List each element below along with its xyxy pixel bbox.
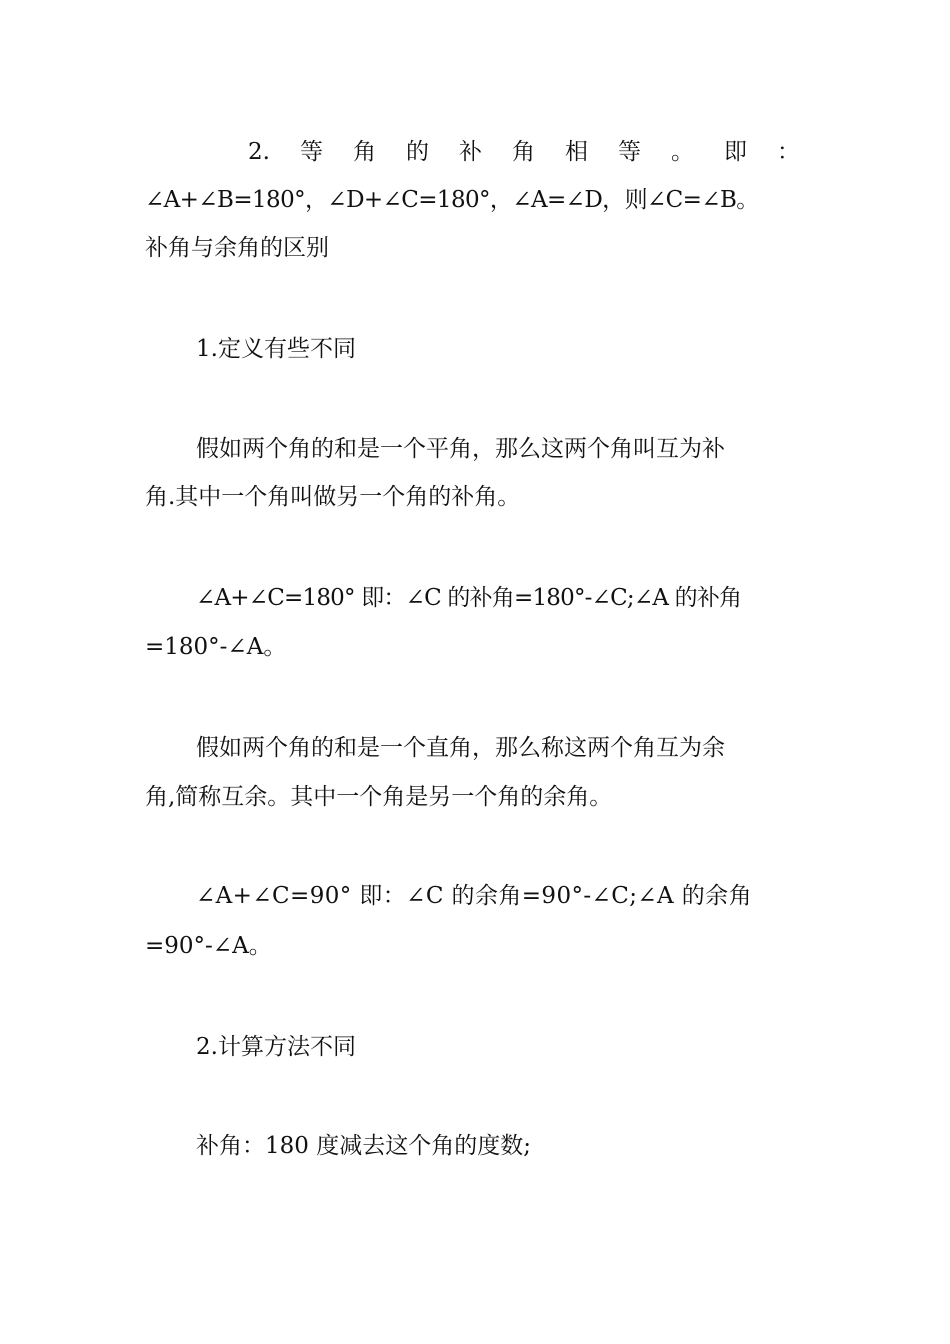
paragraph-line: 假如两个角的和是一个直角，那么称这两个角互为余 bbox=[196, 735, 725, 761]
paragraph-line bbox=[248, 136, 800, 168]
paragraph-line: 假如两个角的和是一个平角，那么这两个角叫互为补 bbox=[196, 436, 725, 462]
char: 等 bbox=[617, 139, 641, 165]
paragraph-line: 角.其中一个角叫做另一个角的补角。 bbox=[145, 484, 521, 510]
char: 即 bbox=[723, 139, 747, 165]
paragraph-line: =180°-∠A。 bbox=[145, 634, 287, 660]
paragraph-line: ∠A+∠C=90° 即：∠C 的余角=90°-∠C;∠A 的余角 bbox=[196, 883, 752, 909]
char: 。 bbox=[670, 139, 694, 165]
heading: 2.计算方法不同 bbox=[196, 1034, 356, 1060]
char: 补 bbox=[458, 139, 482, 165]
char: 角 bbox=[511, 139, 535, 165]
char: 的 bbox=[405, 139, 429, 165]
char: 2. bbox=[248, 139, 270, 165]
char: ： bbox=[776, 139, 800, 165]
paragraph-line: 补角：180 度减去这个角的度数; bbox=[196, 1133, 531, 1159]
paragraph-line: ∠A+∠C=180° 即：∠C 的补角=180°-∠C;∠A 的补角 bbox=[196, 585, 742, 611]
paragraph-line: ∠A+∠B=180°，∠D+∠C=180°，∠A=∠D，则∠C=∠B。 bbox=[145, 187, 759, 213]
section-title: 补角与余角的区别 bbox=[145, 235, 329, 261]
paragraph-line: =90°-∠A。 bbox=[145, 933, 272, 959]
heading: 1.定义有些不同 bbox=[196, 336, 356, 362]
char: 角 bbox=[352, 139, 376, 165]
paragraph-line: 角,简称互余。其中一个角是另一个角的余角。 bbox=[145, 784, 613, 810]
char: 等 bbox=[299, 139, 323, 165]
char: 相 bbox=[564, 139, 588, 165]
